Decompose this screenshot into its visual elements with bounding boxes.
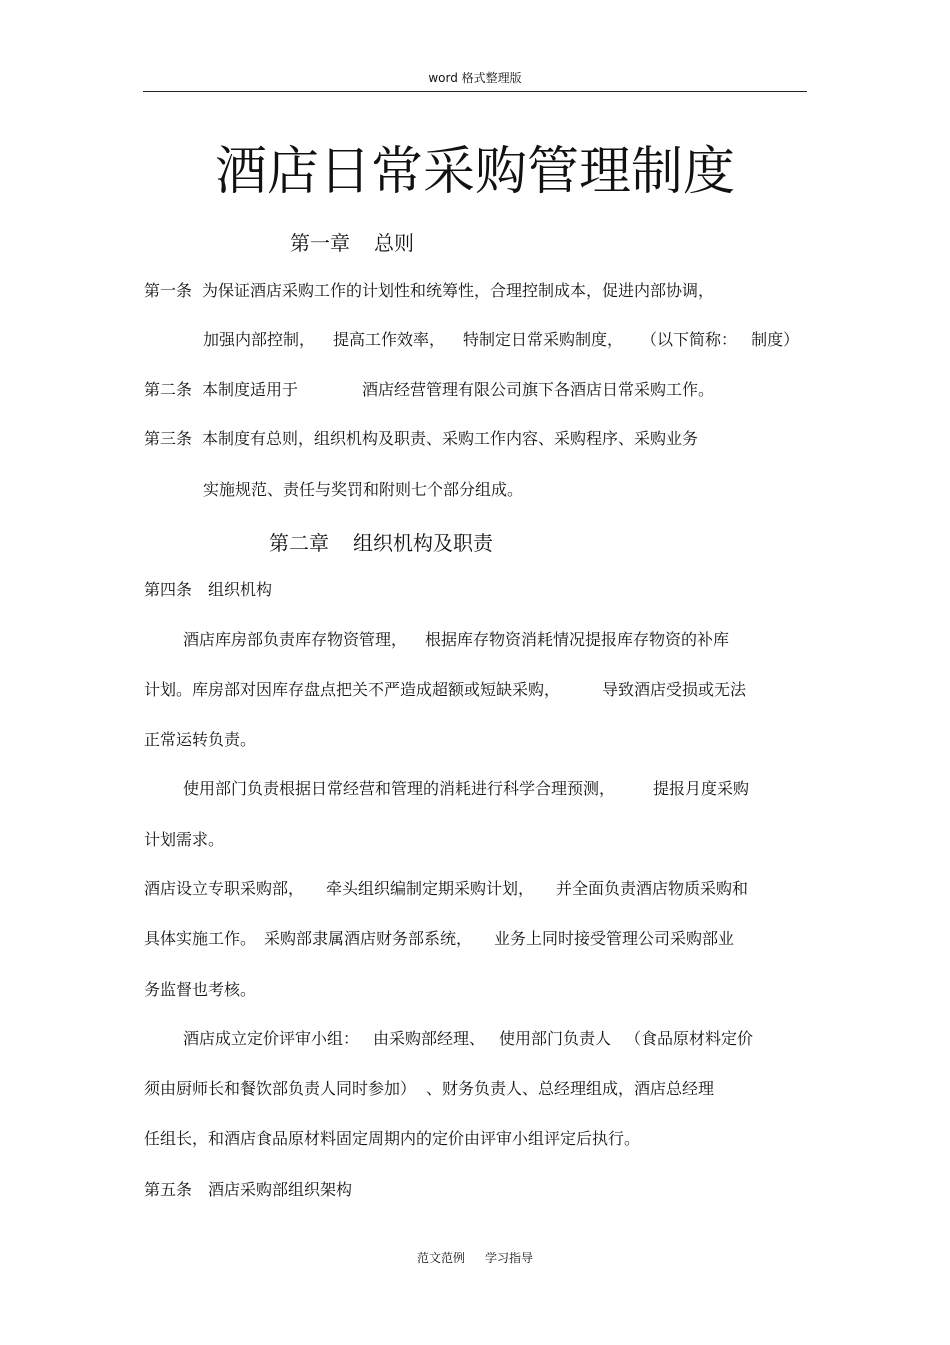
chapter-2-heading [269, 533, 493, 553]
para-4-text-2b: 、财务负责人、总经理组成，酒店总经理 [426, 1079, 715, 1098]
article-1-text-2b: 提高工作效率， [333, 330, 446, 349]
para-4-text-2a: 须由厨师长和餐饮部负责人同时参加） [144, 1079, 417, 1098]
para-4-line-3: 任组长，和酒店食品原材料固定周期内的定价由评审小组评定后执行。 [144, 1129, 641, 1148]
article-1-line-1 [144, 283, 714, 299]
article-4-label: 第四条 [144, 580, 193, 599]
article-3-text-1: 本制度有总则，组织机构及职责、采购工作内容、采购程序、采购业务 [202, 429, 699, 448]
article-3-line-2: 实施规范、责任与奖罚和附则七个部分组成。 [203, 480, 524, 499]
article-3-line-1 [144, 431, 698, 447]
para-3-line-2 [144, 931, 734, 947]
header-rule [143, 91, 807, 92]
para-2-line-1 [183, 781, 749, 797]
article-1-text-2e: 制度） [751, 330, 800, 349]
para-1-line-3: 正常运转负责。 [144, 730, 257, 749]
para-2-line-2: 计划需求。 [144, 830, 225, 849]
article-5-heading [144, 1182, 352, 1198]
article-3-label: 第三条 [144, 429, 193, 448]
para-3-text-1c: 并全面负责酒店物质采购和 [556, 879, 749, 898]
page-footer [0, 1252, 950, 1264]
para-3-text-2c: 业务上同时接受管理公司采购部业 [494, 929, 735, 948]
article-1-text-2a: 加强内部控制， [203, 330, 316, 349]
para-4-text-1d: （食品原材料定价 [625, 1029, 754, 1048]
article-1-text-2c: 特制定日常采购制度， [463, 330, 624, 349]
para-4-line-2 [144, 1081, 714, 1097]
chapter-1-name: 总则 [374, 231, 414, 255]
chapter-1-label: 第一章 [290, 231, 350, 255]
para-4-text-1b: 由采购部经理、 [373, 1029, 486, 1048]
article-5-title: 酒店采购部组织架构 [208, 1180, 353, 1199]
para-3-text-2b: 采购部隶属酒店财务部系统， [264, 929, 473, 948]
article-1-text-2d: （以下简称： [641, 330, 738, 349]
article-4-title: 组织机构 [208, 580, 273, 599]
chapter-1-heading [290, 233, 414, 253]
para-3-text-1a: 酒店设立专职采购部， [144, 879, 305, 898]
para-4-text-1a: 酒店成立定价评审小组： [183, 1029, 360, 1048]
article-2-line-1 [144, 382, 714, 398]
para-1-text-2a: 计划。库房部对因库存盘点把关不严造成超额或短缺采购， [144, 680, 561, 699]
page-header: word 格式整理版 [428, 71, 522, 85]
para-2-text-1a: 使用部门负责根据日常经营和管理的消耗进行科学合理预测， [183, 779, 616, 798]
para-1-text-1a: 酒店库房部负责库存物资管理， [183, 630, 408, 649]
article-2-text-1a: 本制度适用于 [202, 380, 299, 399]
article-2-label: 第二条 [144, 380, 193, 399]
para-3-line-3: 务监督也考核。 [144, 980, 257, 999]
para-3-line-1 [144, 881, 748, 897]
article-4-heading [144, 582, 272, 598]
article-1-line-2 [203, 332, 799, 348]
para-3-text-2a: 具体实施工作。 [144, 929, 257, 948]
footer-right: 学习指导 [485, 1251, 534, 1265]
para-3-text-1b: 牵头组织编制定期采购计划， [326, 879, 535, 898]
chapter-2-name: 组织机构及职责 [353, 531, 493, 555]
article-1-label: 第一条 [144, 281, 193, 300]
article-1-text-1: 为保证酒店采购工作的计划性和统筹性，合理控制成本，促进内部协调， [202, 281, 715, 300]
para-4-line-1 [183, 1031, 753, 1047]
para-1-text-1b: 根据库存物资消耗情况提报库存物资的补库 [425, 630, 730, 649]
article-5-label: 第五条 [144, 1180, 193, 1199]
para-1-text-2b: 导致酒店受损或无法 [602, 680, 747, 699]
para-1-line-1 [183, 632, 729, 648]
document-title: 酒店日常采购管理制度 [214, 142, 735, 202]
article-2-text-1b: 酒店经营管理有限公司旗下各酒店日常采购工作。 [362, 380, 715, 399]
footer-left: 范文范例 [416, 1251, 465, 1265]
para-1-line-2 [144, 682, 746, 698]
para-4-text-1c: 使用部门负责人 [499, 1029, 612, 1048]
para-2-text-1b: 提报月度采购 [653, 779, 750, 798]
chapter-2-label: 第二章 [269, 531, 329, 555]
